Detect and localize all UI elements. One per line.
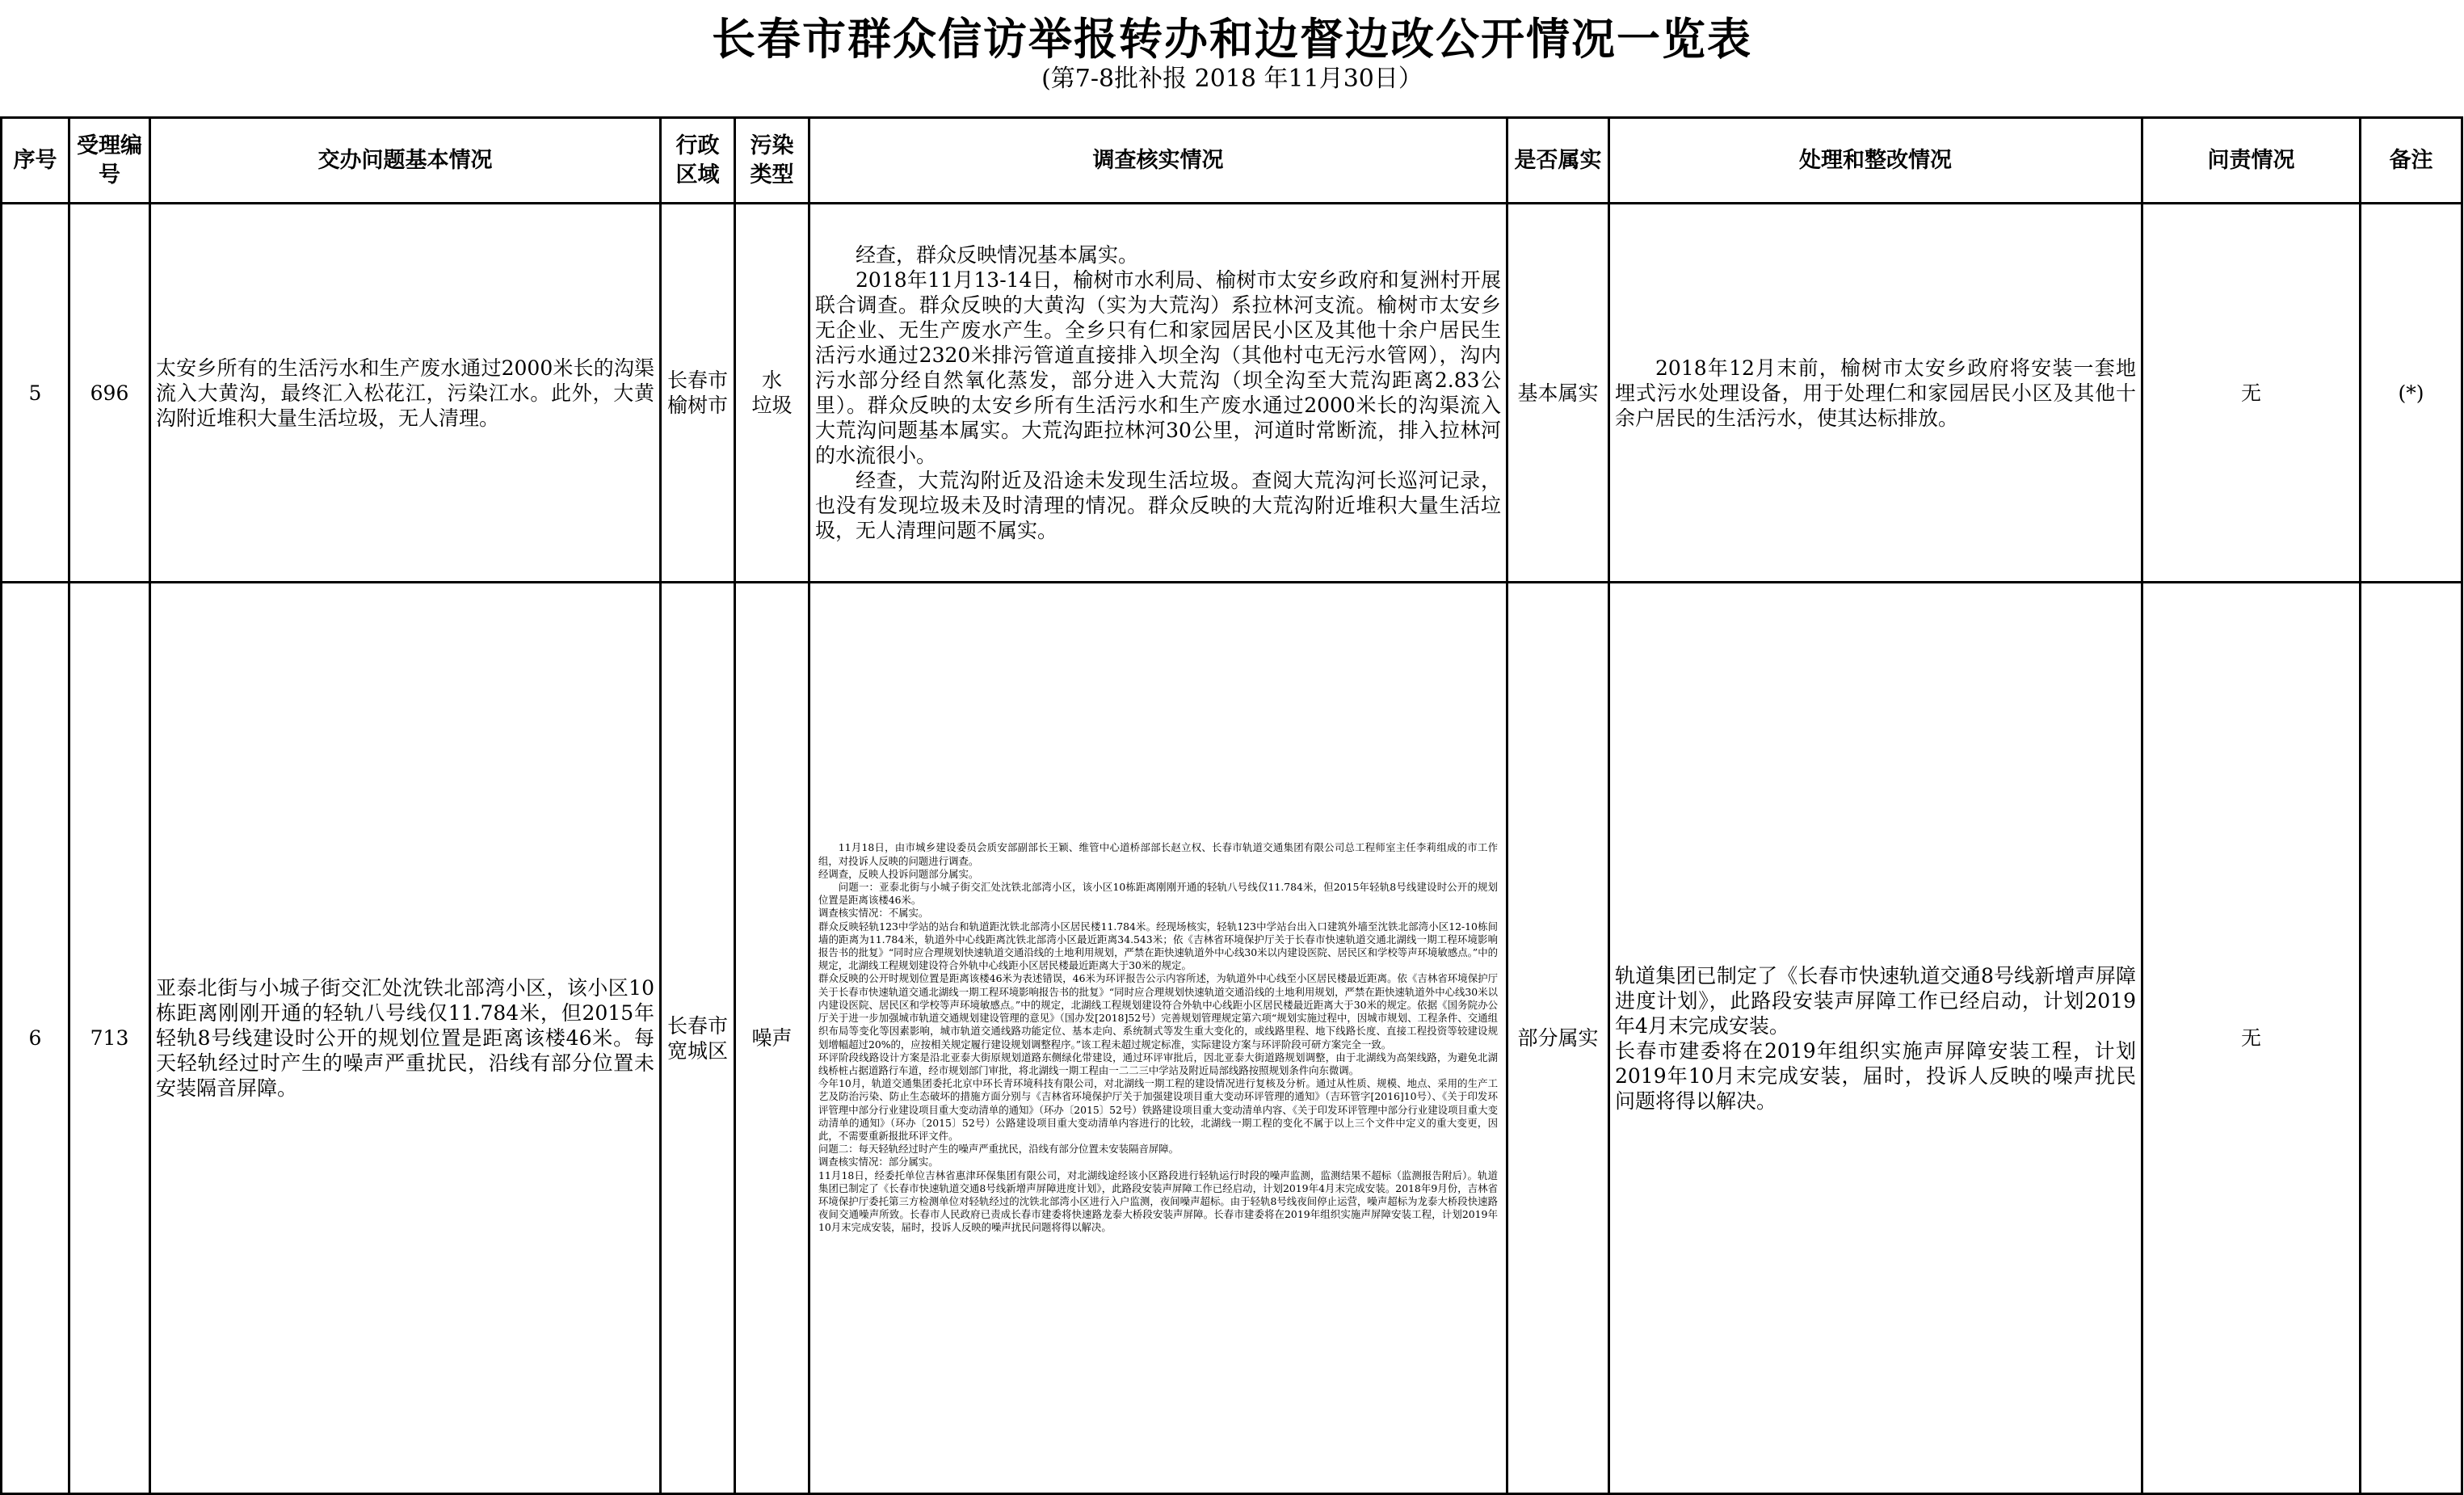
header-remark: 备注 [2361,118,2462,204]
header-region: 行政区域 [661,118,735,204]
cell-region: 长春市宽城区 [661,583,735,1494]
table-row [2,204,2462,583]
cell-problem: 太安乡所有的生活污水和生产废水通过2000米长的沟渠流入大黄沟，最终汇入松花江，污染江水。此外，大黄沟附近堆积大量生活垃圾，无人清理。 [150,204,661,583]
cell-problem: 亚泰北街与小城子街交汇处沈铁北部湾小区，该小区10栋距离刚刚开通的轻轨八号线仅11.784米，但2015年轻轨8号线建设时公开的规划位置是距离该楼46米。每天轻轨经过时产生的噪声严重扰民，沿线有部分位置未安装隔音屏障。 [150,583,661,1494]
investigation-paragraph: 2018年11月13-14日，榆树市水利局、榆树市太安乡政府和复洲村开展联合调查。群众反映的大黄沟（实为大荒沟）系拉林河支流。榆树市太安乡无企业、无生产废水产生。全乡只有仁和家园居民小区及其他十余户居民生活污水通过2320米排污管道直接排入坝全沟（其他村屯无污水管网），沟内污水部分经自然氧化蒸发，部分进入大荒沟（坝全沟至大荒沟距离2.83公里）。群众反映的太安乡所有生活污水和生产废水通过2000米长的沟渠流入大荒沟问题基本属实。大荒沟距拉林河30公里，河道时常断流，排入拉林河的水流很小。 [815,268,1501,467]
report-table [0,116,2463,1495]
cell-id: 713 [69,583,150,1494]
investigation-paragraph: 问题一：亚泰北街与小城子街交汇处沈铁北部湾小区，该小区10栋距离刚刚开通的轻轨八号线仅11.784米，但2015年轻轨8号线建设时公开的规划位置是距离该楼46米。 [818,881,1498,907]
investigation-paragraph: 群众反映的公开时规划位置是距离该楼46米为表述错误，46米为环评报告公示内容所述，为轨道外中心线至小区居民楼最近距离。依《吉林省环境保护厅关于长春市快速轨道交通北湖线一期工程环境影响报告书的批复》“同时应合理规划快速轨道交通沿线的土地利用规划，严禁在距快速轨道外中心线30米以内建设医院、居民区和学校等声环境敏感点。”中的规定，北湖线工程规划建设符合外轨中心线距小区居民楼最近距离大于30米的规定。依据《国务院办公厅关于进一步加强城市轨道交通规划建设管理的意见》（国办发[2018]52号）完善规划管理规定第六项“规划实施过程中，因城市规划、工程条件、交通组织布局等变化等因素影响，城市轨道交通线路功能定位、基本走向、系统制式等发生重大变化的，或线路里程、地下线路长度、直接工程投资等较建设规划增幅超过20%的，应按相关规定履行建设规划调整程序。”该工程未超过规定标准，实际建设方案与环评阶段可研方案完全一致。 [818,972,1498,1051]
cell-remark: (*) [2361,204,2462,583]
investigation-paragraph: 问题二：每天轻轨经过时产生的噪声严重扰民，沿线有部分位置未安装隔音屏障。 [818,1143,1179,1156]
cell-handling [1609,204,2142,583]
investigation-paragraph: 今年10月，轨道交通集团委托北京中环长青环境科技有限公司，对北湖线一期工程的建设情况进行复核及分析。通过从性质、规模、地点、采用的生产工艺及防治污染、防止生态破坏的措施方面分别与《吉林省环境保护厅关于加强建设项目重大变动环评管理的通知》（吉环管字[2016]10号）、《关于印发环评管理中部分行业建设项目重大变动清单的通知》（环办〔2015〕52号）铁路建设项目重大变动清单内容、《关于印发环评管理中部分行业建设项目重大变动清单的通知》（环办〔2015〕52号）公路建设项目重大变动清单内容进行的比较，北湖线一期工程的变化不属于以上三个文件中定义的重大变更，因此，不需要重新报批环评文件。 [818,1077,1498,1142]
header-handling: 处理和整改情况 [1609,118,2142,204]
header-investigation: 调查核实情况 [809,118,1507,204]
cell-verified: 部分属实 [1507,583,1609,1494]
document-title: 长春市群众信访举报转办和边督边改公开情况一览表 [712,13,1752,65]
cell-verified: 基本属实 [1507,204,1609,583]
cell-seq: 5 [2,204,69,583]
investigation-paragraph: 经调查，反映人投诉问题部分属实。 [818,867,979,880]
cell-region: 长春市榆树市 [661,204,735,583]
header-accountability: 问责情况 [2142,118,2361,204]
header-problem: 交办问题基本情况 [150,118,661,204]
cell-investigation [809,583,1507,1494]
cell-investigation [809,204,1507,583]
header-seq: 序号 [2,118,69,204]
investigation-paragraph: 调查核实情况：部分属实。 [818,1156,939,1169]
investigation-paragraph: 调查核实情况：不属实。 [818,907,929,920]
cell-handling: 轨道集团已制定了《长春市快速轨道交通8号线新增声屏障进度计划》，此路段安装声屏障工作已经启动，计划2019年4月末完成安装。 长春市建委将在2019年组织实施声屏障安装工程，计划2019年10月末完成安装，届时，投诉人反映的噪声扰民问题将得以解决。 [1609,583,2142,1494]
investigation-paragraph: 经查，大荒沟附近及沿途未发现生活垃圾。查阅大荒沟河长巡河记录，也没有发现垃圾未及时清理的情况。群众反映的大荒沟附近堆积大量生活垃圾，无人清理问题不属实。 [815,469,1501,542]
document-subtitle: (第7-8批补报 2018 年11月30日） [1041,65,1423,93]
investigation-paragraph: 11月18日，经委托单位吉林省惠津环保集团有限公司，对北湖线途经该小区路段进行轻轨运行时段的噪声监测，监测结果不超标（监测报告附后）。轨道集团已制定了《长春市快速轨道交通8号线新增声屏障进度计划》，此路段安装声屏障工作已经启动，计划2019年4月末完成安装。2018年9月份，吉林省环境保护厅委托第三方检测单位对轻轨经过的沈铁北部湾小区进行入户监测，夜间噪声超标。由于轻轨8号线夜间停止运营，噪声超标为龙泰大桥段快速路夜间交通噪声所致。长春市人民政府已责成长春市建委将快速路龙泰大桥段安装声屏障。长春市建委将在2019年组织实施声屏障安装工程，计划2019年10月末完成安装，届时，投诉人反映的噪声扰民问题将得以解决。 [818,1169,1498,1234]
investigation-paragraph: 环评阶段线路设计方案是沿北亚泰大街原规划道路东侧绿化带建设，通过环评审批后，因北亚泰大街道路规划调整，由于北湖线为高架线路，为避免北湖线桥桩占据道路行车道，经市规划部门审批，将北湖线一期工程由一二二三中学站及附近局部线路按照规划条件向东微调。 [818,1051,1498,1076]
cell-seq: 6 [2,583,69,1494]
investigation-paragraph: 11月18日，由市城乡建设委员会质安部副部长王颖、维管中心道桥部部长赵立权、长春市轨道交通集团有限公司总工程师室主任李莉组成的市工作组，对投诉人反映的问题进行调查。 [818,841,1498,867]
cell-pollution: 水 垃圾 [735,204,809,583]
handling-text: 2018年12月末前，榆树市太安乡政府将安装一套地埋式污水处理设备，用于处理仁和家园居民小区及其他十余户居民的生活污水，使其达标排放。 [1615,356,2136,430]
header-verified: 是否属实 [1507,118,1609,204]
cell-remark [2361,583,2462,1494]
cell-pollution: 噪声 [735,583,809,1494]
cell-accountability: 无 [2142,204,2361,583]
header-pollution: 污染类型 [735,118,809,204]
table-header-row [2,118,2462,204]
table-row [2,583,2462,1494]
cell-id: 696 [69,204,150,583]
investigation-paragraph: 群众反映轻轨123中学站的站台和轨道距沈铁北部湾小区居民楼11.784米。经现场核实，轻轨123中学站台出入口建筑外墙至沈铁北部湾小区12-10栋间墙的距离为11.784米，轨道外中心线距离沈铁北部湾小区最近距离34.543米；依《吉林省环境保护厅关于长春市快速轨道交通北湖线一期工程环境影响报告书的批复》“同时应合理规划快速轨道交通沿线的土地利用规划，严禁在距快速轨道外中心线30米以内建设医院、居民区和学校等声环境敏感点。”中的规定，北湖线工程规划建设符合外轨中心线距小区居民楼最近距离大于30米的规定。 [818,920,1498,972]
investigation-paragraph: 经查，群众反映情况基本属实。 [856,243,1139,267]
header-id: 受理编号 [69,118,150,204]
cell-accountability: 无 [2142,583,2361,1494]
